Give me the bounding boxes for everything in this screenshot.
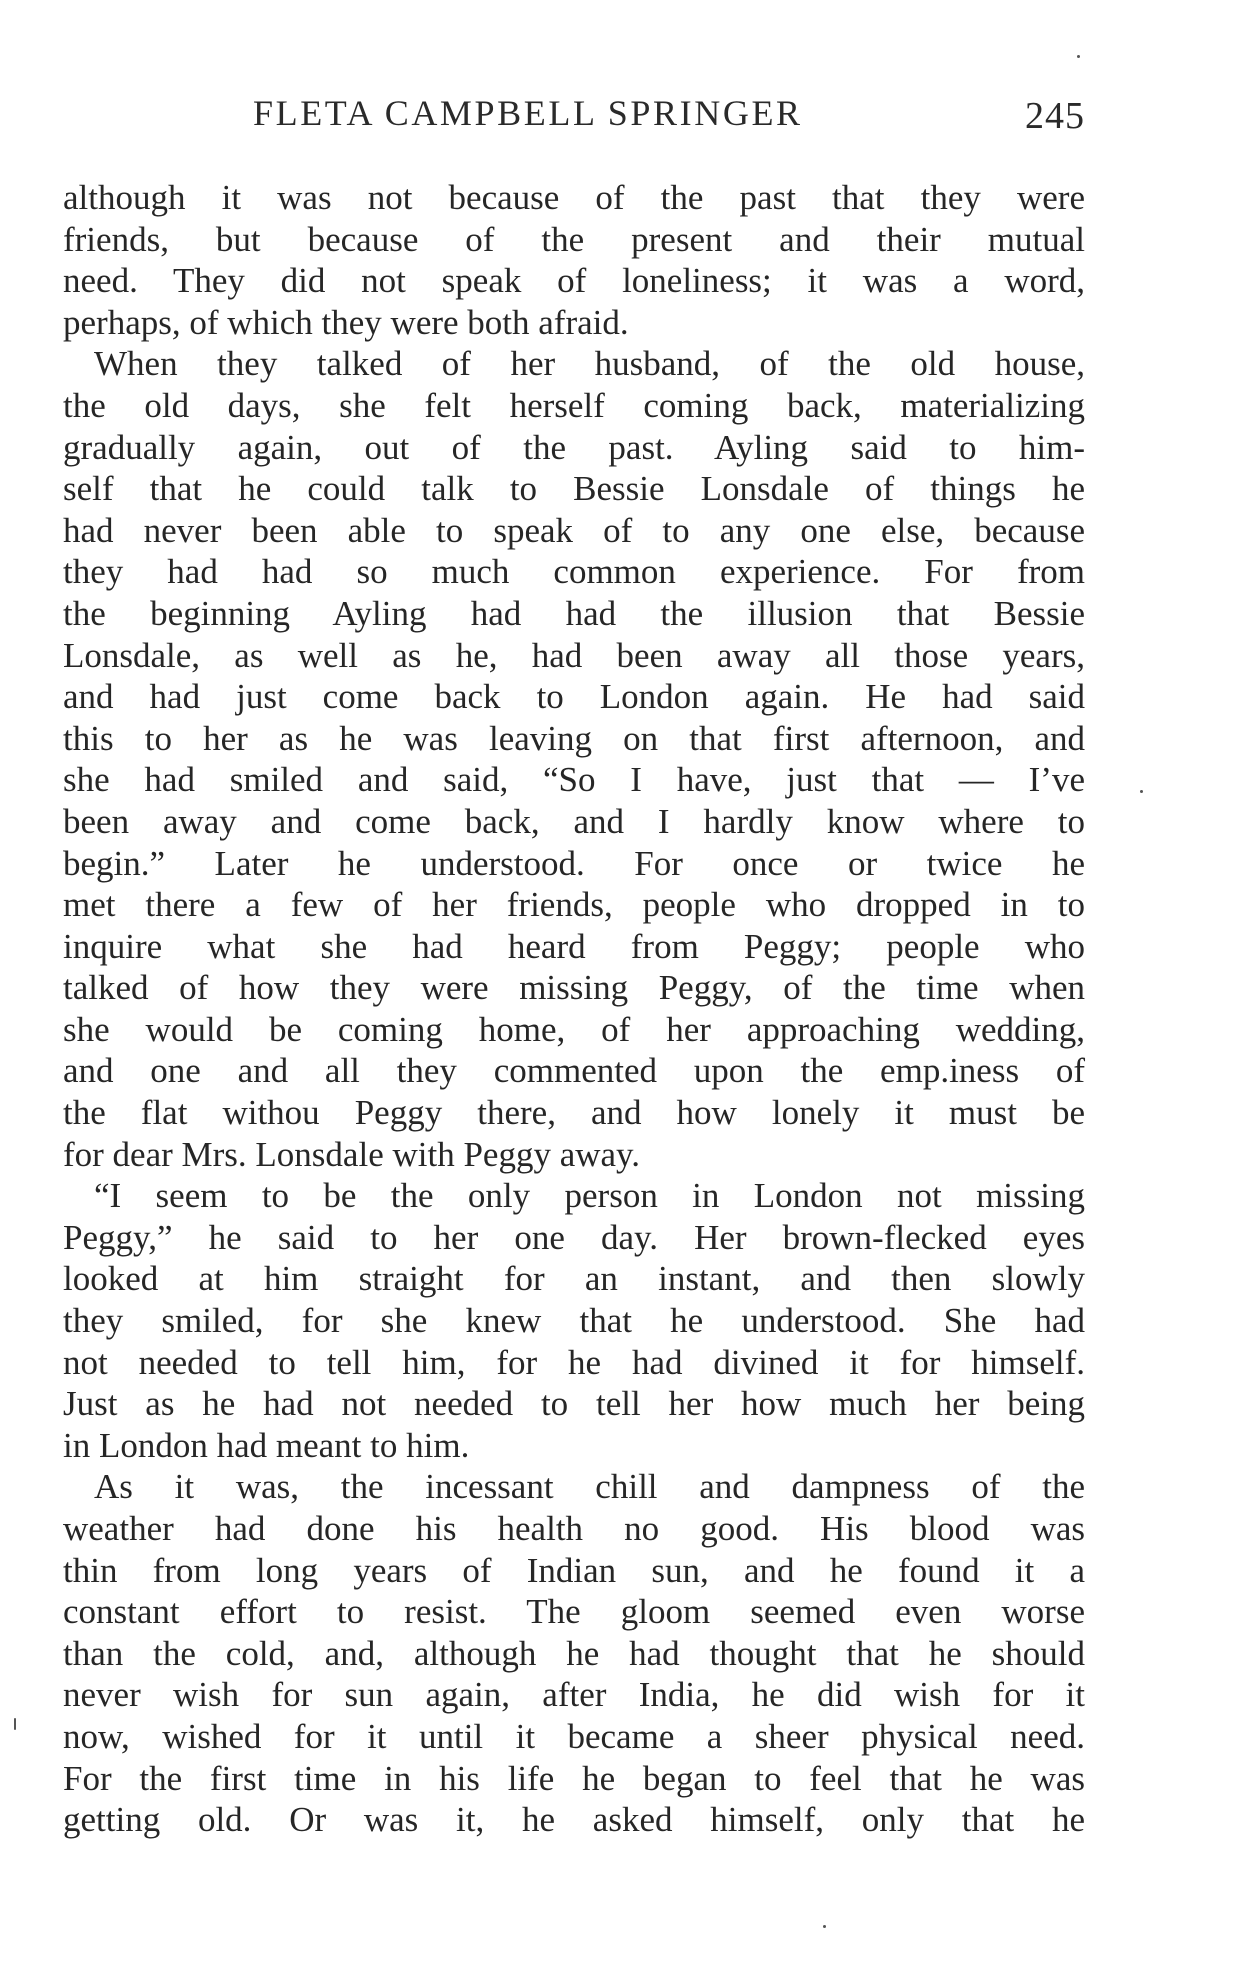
text-line: she would be coming home, of her approaching wedding, xyxy=(63,1009,1085,1049)
text-line: perhaps, of which they were both afraid. xyxy=(63,302,629,342)
text-line: getting old. Or was it, he asked himself, only that he xyxy=(63,1800,1085,1840)
text-line: they had had so much common experience. For from xyxy=(63,552,1085,592)
text-line: For the first time in his life he began to feel that he was xyxy=(63,1758,1085,1798)
text-line: and had just come back to London again. He had said xyxy=(63,677,1085,717)
text-line: than the cold, and, although he had thought that he should xyxy=(63,1633,1085,1673)
text-line: for dear Mrs. Lonsdale with Peggy away. xyxy=(63,1134,641,1174)
scan-speck xyxy=(823,1925,826,1928)
text-line: been away and come back, and I hardly know where to xyxy=(63,801,1085,841)
text-line: When they talked of her husband, of the old house, xyxy=(94,344,1085,384)
text-line: self that he could talk to Bessie Lonsdale of things he xyxy=(63,469,1085,509)
scan-speck xyxy=(1077,55,1080,58)
text-line: friends, but because of the present and their mutual xyxy=(63,219,1085,259)
text-line: thin from long years of Indian sun, and he found it a xyxy=(63,1550,1085,1590)
text-line: had never been able to speak of to any one else, because xyxy=(63,510,1085,550)
text-line: the old days, she felt herself coming back, materializing xyxy=(63,385,1085,425)
body-text xyxy=(63,177,1085,1841)
text-line: this to her as he was leaving on that first afternoon, and xyxy=(63,718,1085,758)
text-line: As it was, the incessant chill and dampness of the xyxy=(94,1467,1085,1507)
text-line: talked of how they were missing Peggy, of the time when xyxy=(63,968,1085,1008)
text-line: met there a few of her friends, people who dropped in to xyxy=(63,885,1085,925)
page-header xyxy=(63,92,1085,142)
scan-speck xyxy=(1140,790,1143,793)
text-line: inquire what she had heard from Peggy; people who xyxy=(63,926,1085,966)
text-line: Just as he had not needed to tell her how much her being xyxy=(63,1384,1085,1424)
text-line: although it was not because of the past that they were xyxy=(63,178,1085,217)
text-line: never wish for sun again, after India, he did wish for it xyxy=(63,1675,1085,1715)
text-line: constant effort to resist. The gloom seemed even worse xyxy=(63,1592,1085,1632)
scan-speck xyxy=(14,1718,16,1730)
text-line: the flat withou Peggy there, and how lonely it must be xyxy=(63,1093,1085,1133)
text-line: the beginning Ayling had had the illusion that Bessie xyxy=(63,593,1085,633)
text-line: she had smiled and said, “So I have, just that — I’ve xyxy=(63,760,1085,800)
page-number: 245 xyxy=(1025,95,1085,137)
text-line: they smiled, for she knew that he understood. She had xyxy=(63,1301,1085,1341)
running-head: FLETA CAMPBELL SPRINGER xyxy=(253,93,803,133)
text-line: in London had meant to him. xyxy=(63,1425,470,1465)
text-line: gradually again, out of the past. Ayling said to him- xyxy=(63,427,1085,467)
text-line: “I seem to be the only person in London not missing xyxy=(94,1176,1085,1216)
text-line: and one and all they commented upon the emp.iness of xyxy=(63,1051,1085,1091)
text-line: now, wished for it until it became a sheer physical need. xyxy=(63,1716,1085,1756)
text-line: weather had done his health no good. His blood was xyxy=(63,1509,1085,1548)
text-line: begin.” Later he understood. For once or twice he xyxy=(63,843,1085,883)
text-line: looked at him straight for an instant, and then slowly xyxy=(63,1259,1085,1299)
text-line: Lonsdale, as well as he, had been away all those years, xyxy=(63,635,1085,675)
text-line: not needed to tell him, for he had divined it for himself. xyxy=(63,1342,1085,1382)
text-line: Peggy,” he said to her one day. Her brown-flecked eyes xyxy=(63,1217,1085,1257)
text-line: need. They did not speak of loneliness; it was a word, xyxy=(63,261,1085,301)
